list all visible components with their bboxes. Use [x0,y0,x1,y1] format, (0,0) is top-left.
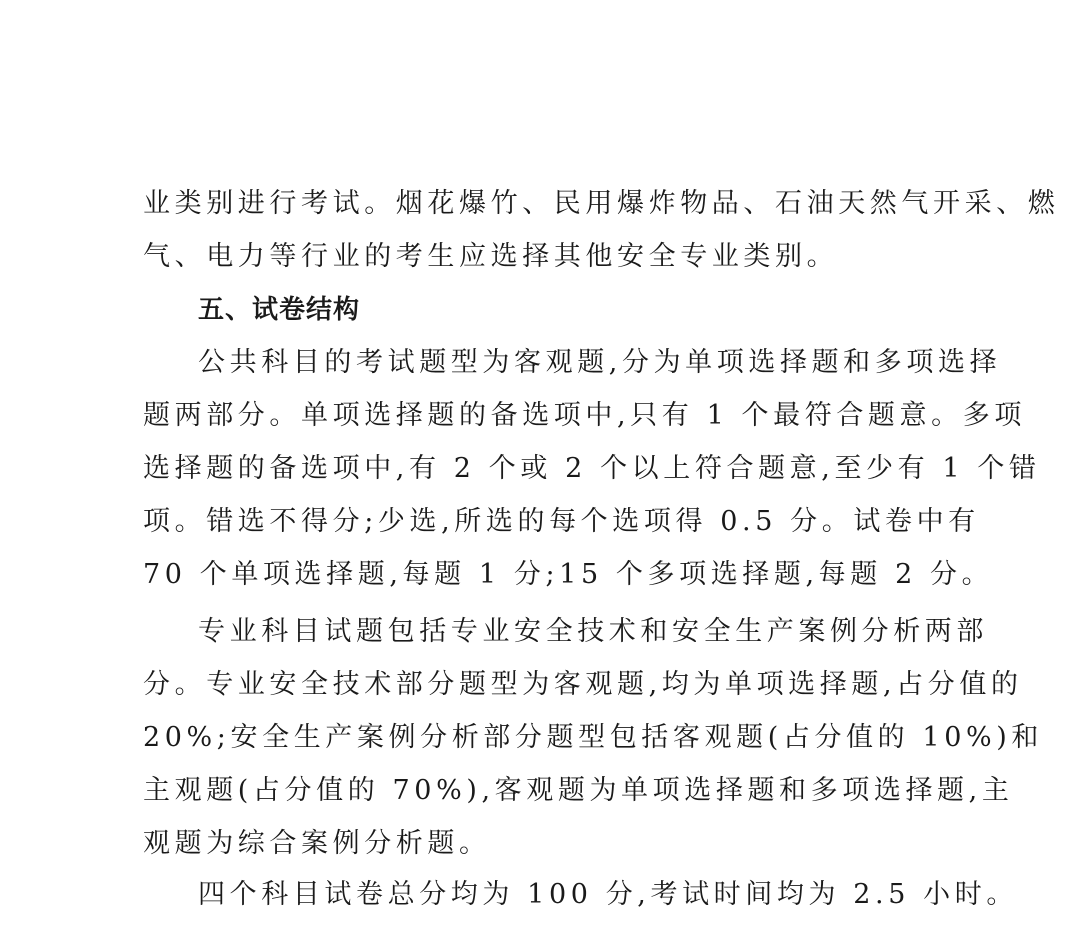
text-line: 四个科目试卷总分均为 100 分,考试时间均为 2.5 小时。 [198,879,1018,910]
text-line: 70 个单项选择题,每题 1 分;15 个多项选择题,每题 2 分。 [143,559,994,590]
text-line: 公共科目的考试题型为客观题,分为单项选择题和多项选择 [198,347,1002,378]
text-line: 项。错选不得分;少选,所选的每个选项得 0.5 分。试卷中有 [143,506,980,537]
text-line: 业类别进行考试。烟花爆竹、民用爆炸物品、石油天然气开采、燃 [143,188,1060,219]
text-line: 专业科目试题包括专业安全技术和安全生产案例分析两部 [198,616,988,647]
section-heading: 五、试卷结构 [198,295,361,325]
text-line: 主观题(占分值的 70%),客观题为单项选择题和多项选择题,主 [143,775,1014,806]
text-line: 题两部分。单项选择题的备选项中,只有 1 个最符合题意。多项 [143,400,1026,431]
text-line: 气、电力等行业的考生应选择其他安全专业类别。 [143,241,839,272]
text-line: 分。专业安全技术部分题型为客观题,均为单项选择题,占分值的 [143,669,1023,700]
text-line: 选择题的备选项中,有 2 个或 2 个以上符合题意,至少有 1 个错 [143,453,1041,484]
text-line: 观题为综合案例分析题。 [143,828,491,859]
text-line: 20%;安全生产案例分析部分题型包括客观题(占分值的 10%)和 [143,722,1043,753]
